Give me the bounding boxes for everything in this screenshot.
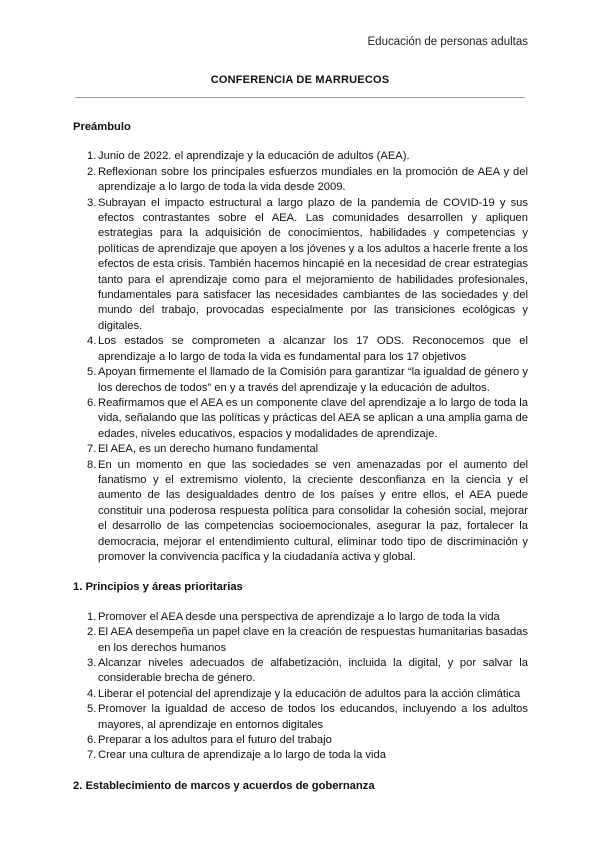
list-item bbox=[73, 396, 528, 442]
list-item bbox=[73, 625, 528, 656]
list-item bbox=[73, 687, 528, 702]
item-text: El AEA, es un derecho humano fundamental bbox=[98, 443, 319, 456]
item-text: Apoyan firmemente el llamado de la Comisión para garantizar “la igualdad de género y los derechos de todos” en y a través del aprendizaje y la educación de adultos. bbox=[98, 366, 528, 394]
item-number: 2. bbox=[87, 165, 97, 178]
document-body bbox=[73, 120, 528, 794]
preamble-list bbox=[73, 149, 528, 565]
item-number: 8. bbox=[87, 458, 97, 471]
item-number: 7. bbox=[87, 749, 97, 762]
item-text: Subrayan el impacto estructural a largo plazo de la pandemia de COVID-19 y sus efectos contrastantes sobre el AEA. Las comunidades desarrollen y apliquen estrategias para la adquisición de conocimientos, habilidades y competencias y políticas de aprendizaje que apoyen a los jóvenes y a los adultos a hacerle frente a los efectos de esta crisis. También hacemos hincapié en la necesidad de crear estrategias tanto para el aprendizaje como para el mejoramiento de habilidades profesionales, fundamentales para satisfacer las necesidades cambiantes de las sociedades y del mundo del trabajo, provocadas especialmente por las transiciones ecológicas y digitales. bbox=[98, 196, 528, 332]
preamble-heading: Preámbulo bbox=[73, 121, 131, 133]
list-item bbox=[73, 365, 528, 396]
running-header: Educación de personas adultas bbox=[367, 36, 528, 48]
item-text: Reafirmamos que el AEA es un componente clave del aprendizaje a lo largo de toda la vida, señalando que las políticas y prácticas del AEA se aplican a una amplia gama de edades, niveles educativos, espacios y modalidades de aprendizaje. bbox=[98, 396, 528, 440]
item-number: 5. bbox=[87, 703, 97, 716]
list-item bbox=[73, 196, 528, 335]
list-item bbox=[73, 334, 528, 365]
item-number: 1. bbox=[87, 610, 97, 623]
item-text: Reflexionan sobre los principales esfuerzos mundiales en la promoción de AEA y del aprendizaje a lo largo de toda la vida desde 2009. bbox=[98, 165, 528, 194]
section-2-heading: 2. Establecimiento de marcos y acuerdos de gobernanza bbox=[73, 779, 375, 792]
list-item bbox=[73, 733, 528, 748]
item-number: 2. bbox=[87, 626, 97, 639]
item-number: 6. bbox=[87, 396, 97, 409]
list-item bbox=[73, 149, 528, 164]
item-text: Promover la igualdad de acceso de todos los educandos, incluyendo a los adultos mayores, al aprendizaje en entornos digitales bbox=[98, 703, 528, 731]
item-text: El AEA desempeña un papel clave en la creación de respuestas humanitarias basadas en los derechos humanos bbox=[98, 626, 528, 654]
title-divider bbox=[75, 97, 525, 98]
item-text: Preparar a los adultos para el futuro del trabajo bbox=[98, 734, 332, 747]
item-text: Crear una cultura de aprendizaje a lo largo de toda la vida bbox=[98, 749, 386, 762]
item-number: 4. bbox=[87, 687, 97, 700]
list-item bbox=[73, 458, 528, 566]
section-1-heading: 1. Principios y áreas prioritarias bbox=[73, 581, 243, 594]
section-1-list bbox=[73, 610, 528, 764]
item-text: En un momento en que las sociedades se ven amenazadas por el aumento del fanatismo y el extremismo violento, la creciente desconfianza en la ciencia y el aumento de las desigualdades dentro de los países y entre ellos, el AEA puede constituir una poderosa respuesta política para consolidar la cohesión social, mejorar el desarrollo de las competencias socioemocionales, asegurar la paz, fortalecer la democracia, mejorar el entendimiento cultural, eliminar todo tipo de discriminación y promover la convivencia pacífica y la ciudadanía activa y global. bbox=[98, 458, 528, 563]
item-number: 3. bbox=[87, 196, 97, 209]
item-number: 7. bbox=[87, 443, 97, 456]
item-number: 4. bbox=[87, 335, 97, 348]
item-text: Junio de 2022. el aprendizaje y la educación de adultos (AEA). bbox=[98, 150, 410, 163]
document-title: CONFERENCIA DE MARRUECOS bbox=[210, 74, 390, 86]
list-item bbox=[73, 165, 528, 196]
list-item bbox=[73, 748, 528, 763]
item-number: 5. bbox=[87, 366, 97, 379]
item-number: 1. bbox=[87, 150, 97, 163]
list-item bbox=[73, 442, 528, 457]
list-item bbox=[73, 702, 528, 733]
item-number: 6. bbox=[87, 734, 97, 747]
item-text: Promover el AEA desde una perspectiva de aprendizaje a lo largo de toda la vida bbox=[98, 610, 500, 623]
list-item bbox=[73, 610, 528, 625]
item-text: Alcanzar niveles adecuados de alfabetización, incluida la digital, y por salvar la considerable brecha de género. bbox=[98, 657, 528, 685]
item-number: 3. bbox=[87, 657, 97, 669]
item-text: Liberar el potencial del aprendizaje y la educación de adultos para la acción climática bbox=[98, 687, 521, 700]
list-item bbox=[73, 656, 528, 687]
item-text: Los estados se comprometen a alcanzar los 17 ODS. Reconocemos que el aprendizaje a lo largo de toda la vida es fundamental para los 17 objetivos bbox=[98, 335, 528, 363]
